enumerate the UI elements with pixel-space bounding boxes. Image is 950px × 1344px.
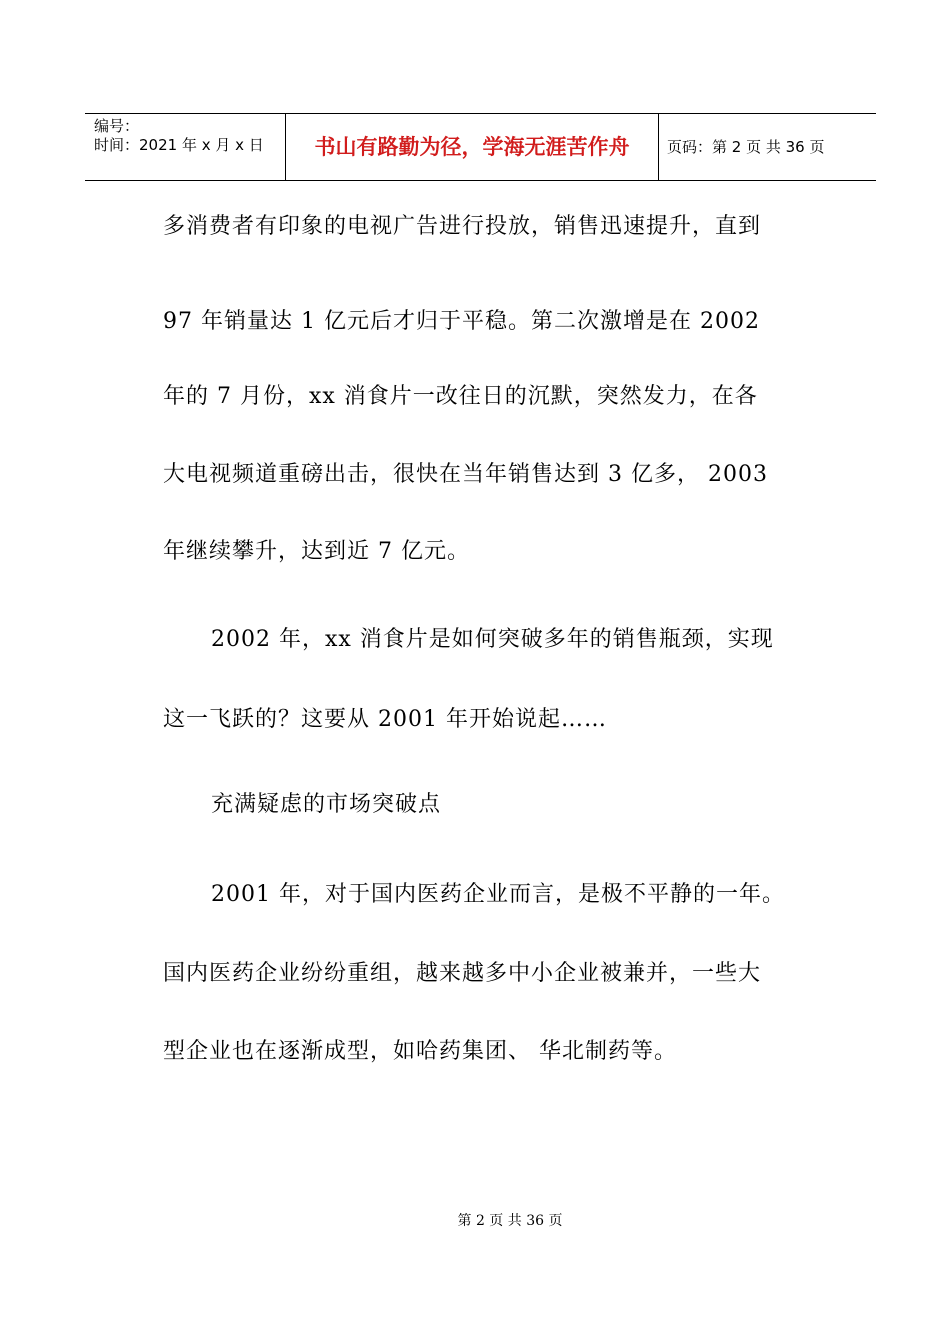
- body-line: 大电视频道重磅出击，很快在当年销售达到 3 亿多， 2003: [163, 462, 768, 487]
- section-heading: 充满疑虑的市场突破点: [211, 792, 442, 817]
- date-label: 时间：2021 年 x 月 x 日: [94, 136, 264, 154]
- body-line: 2001 年，对于国内医药企业而言，是极不平静的一年。: [211, 882, 785, 907]
- body-line: 年继续攀升，达到近 7 亿元。: [163, 539, 470, 564]
- header-motto: 书山有路勤为径，学海无涯苦作舟: [286, 114, 659, 180]
- body-line: 多消费者有印象的电视广告进行投放，销售迅速提升，直到: [163, 214, 762, 239]
- body-line: 这一飞跃的？这要从 2001 年开始说起……: [163, 707, 607, 732]
- body-line: 年的 7 月份，xx 消食片一改往日的沉默，突然发力，在各: [163, 384, 758, 409]
- header-meta-cell: [85, 114, 286, 180]
- document-header: [85, 113, 876, 181]
- page-footer: 第 2 页 共 36 页: [457, 1213, 563, 1229]
- body-line: 国内医药企业纷纷重组，越来越多中小企业被兼并，一些大: [163, 961, 762, 986]
- body-line: 型企业也在逐渐成型，如哈药集团、 华北制药等。: [163, 1039, 677, 1064]
- body-line: 97 年销量达 1 亿元后才归于平稳。第二次激增是在 2002: [163, 309, 760, 334]
- number-label: 编号：: [94, 117, 140, 135]
- body-line: 2002 年，xx 消食片是如何突破多年的销售瓶颈，实现: [211, 627, 774, 652]
- header-page-label: 页码：第 2 页 共 36 页: [667, 138, 825, 156]
